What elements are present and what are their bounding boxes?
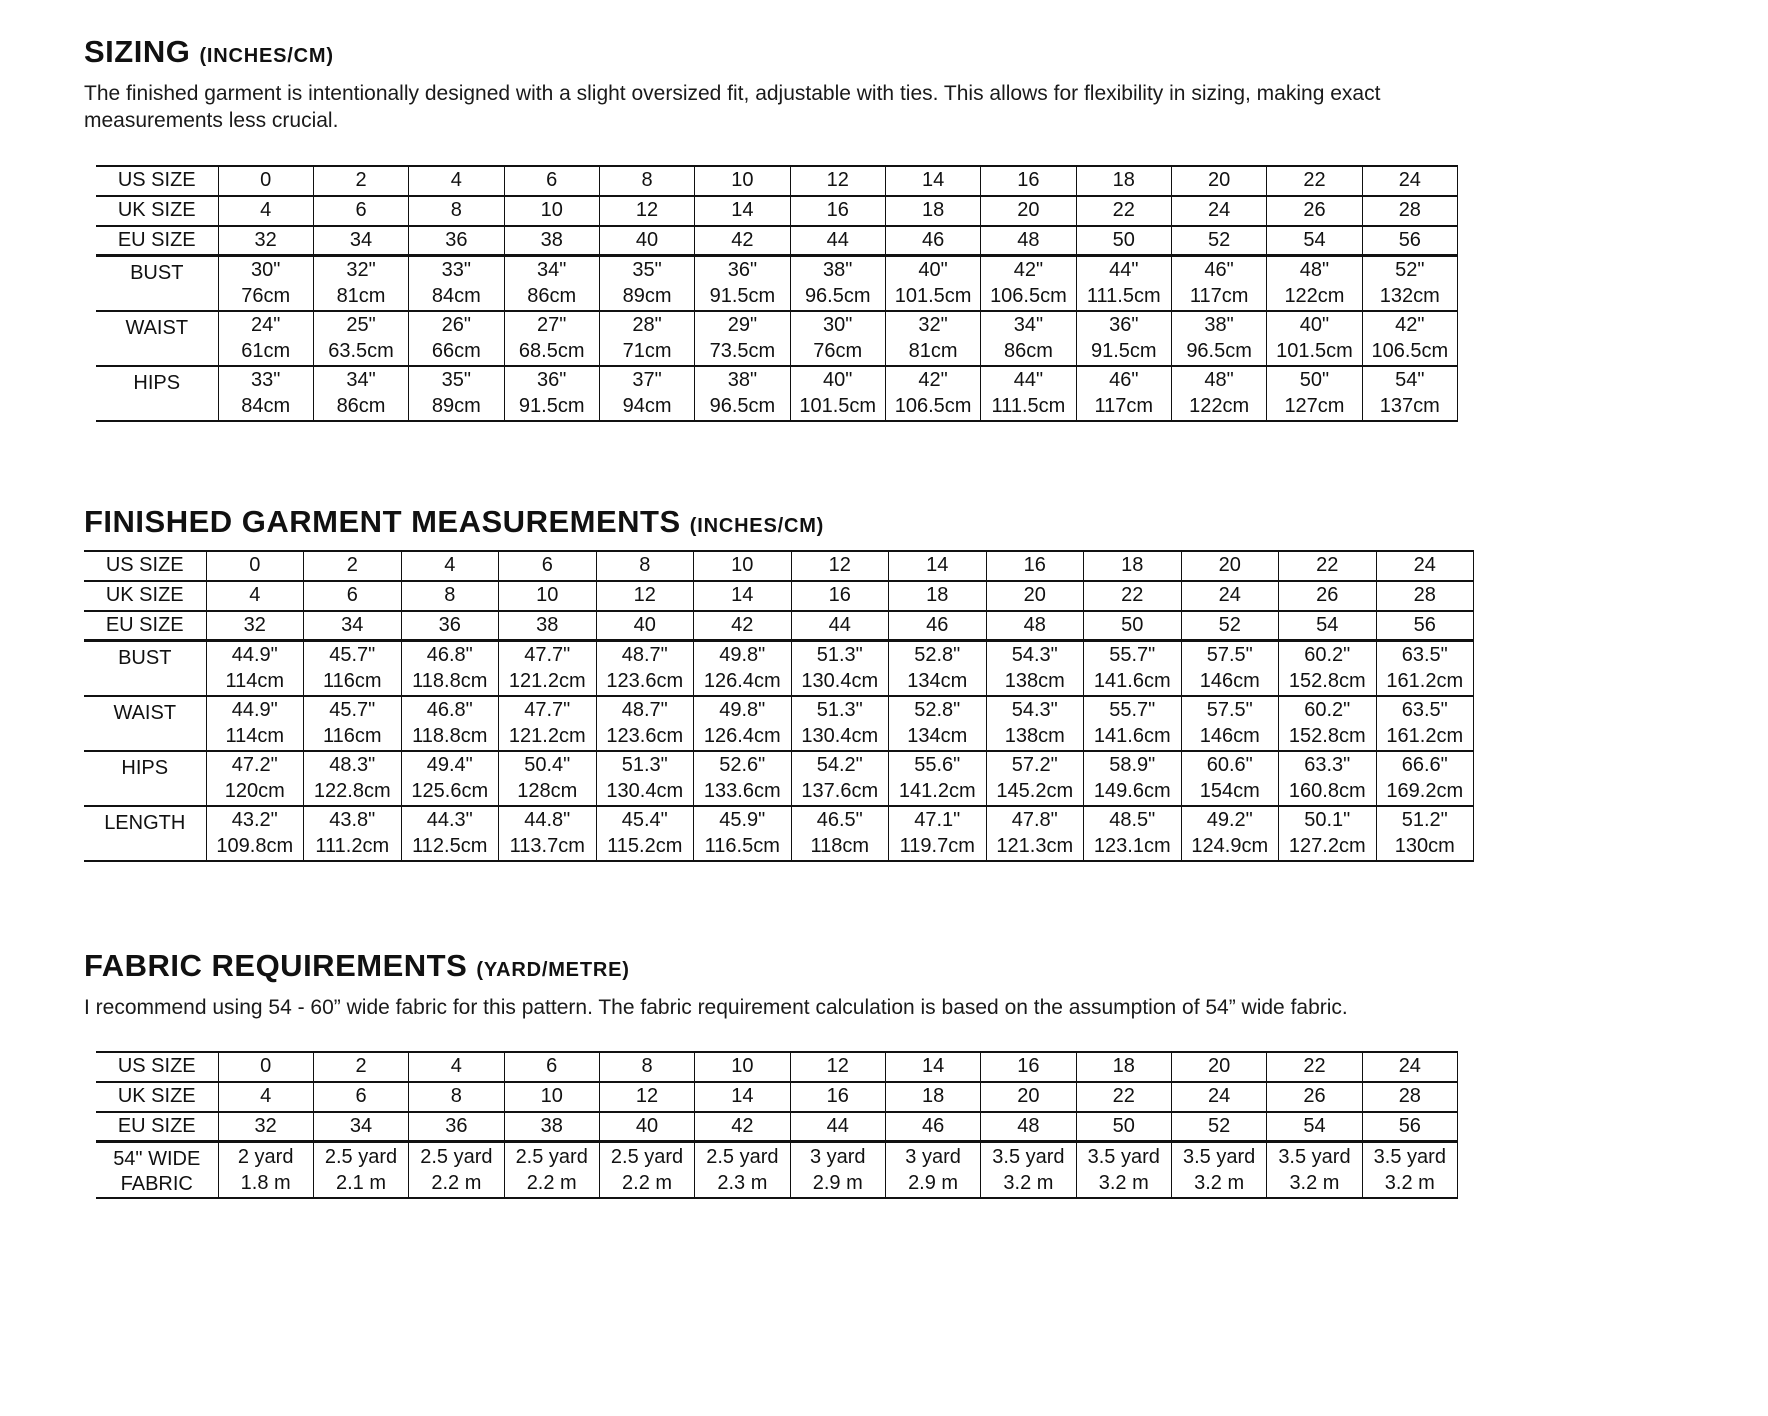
row-label: WAIST (84, 696, 206, 751)
size-cell: 50 (1076, 226, 1171, 256)
measure-cell: 49.4" 125.6cm (401, 751, 499, 806)
measure-cell: 54.3" 138cm (986, 641, 1084, 696)
size-cell: 40 (599, 226, 694, 256)
size-cell: 42 (695, 226, 790, 256)
size-row (84, 611, 1474, 641)
measure-cell: 27" 68.5cm (504, 311, 599, 366)
measure-cell: 3 yard 2.9 m (790, 1142, 885, 1199)
measure-cell: 38" 96.5cm (1171, 311, 1266, 366)
size-row (96, 1082, 1458, 1112)
size-cell: 18 (885, 1082, 980, 1112)
measure-cell: 60.2" 152.8cm (1279, 696, 1377, 751)
finished-heading-text: FINISHED GARMENT MEASUREMENTS (84, 503, 681, 539)
row-label: BUST (96, 256, 218, 311)
section-fabric-requirements (84, 948, 1688, 1200)
size-cell: 22 (1076, 196, 1171, 226)
measure-cell: 24" 61cm (218, 311, 313, 366)
size-cell: 28 (1362, 196, 1457, 226)
size-cell: 38 (504, 1112, 599, 1142)
size-cell: 8 (401, 581, 499, 611)
measure-cell: 63.3" 160.8cm (1279, 751, 1377, 806)
size-cell: 54 (1267, 1112, 1362, 1142)
size-cell: 18 (1084, 551, 1182, 581)
finished-garment-table (84, 550, 1474, 862)
size-cell: 24 (1171, 1082, 1266, 1112)
measure-cell: 30" 76cm (218, 256, 313, 311)
fabric-heading (84, 948, 1688, 984)
size-cell: 44 (790, 1112, 885, 1142)
size-cell: 4 (218, 1082, 313, 1112)
finished-heading-units: (INCHES/CM) (689, 514, 825, 537)
measure-cell: 40" 101.5cm (885, 256, 980, 311)
measure-cell: 55.7" 141.6cm (1084, 641, 1182, 696)
measure-cell: 3.5 yard 3.2 m (1076, 1142, 1171, 1199)
size-cell: 6 (499, 551, 597, 581)
size-cell: 54 (1267, 226, 1362, 256)
measure-cell: 50.4" 128cm (499, 751, 597, 806)
size-cell: 36 (409, 226, 504, 256)
measure-cell: 44.3" 112.5cm (401, 806, 499, 861)
size-cell: 6 (313, 1082, 408, 1112)
size-cell: 26 (1267, 196, 1362, 226)
measure-cell: 51.2" 130cm (1376, 806, 1474, 861)
size-cell: 24 (1181, 581, 1279, 611)
size-cell: 14 (694, 581, 792, 611)
measure-row (84, 696, 1474, 751)
size-cell: 12 (596, 581, 694, 611)
measure-cell: 35" 89cm (409, 366, 504, 421)
size-cell: 20 (1171, 1052, 1266, 1082)
spacer (84, 862, 1688, 948)
measure-cell: 34" 86cm (504, 256, 599, 311)
measure-cell: 57.5" 146cm (1181, 696, 1279, 751)
fabric-description: I recommend using 54 - 60” wide fabric for this pattern. The fabric requirement calculation is based on the assumption of 54” wide fabric. (84, 995, 1348, 1019)
measure-cell: 55.6" 141.2cm (889, 751, 987, 806)
sizing-heading (84, 34, 1688, 70)
row-label: US SIZE (84, 551, 206, 581)
size-cell: 10 (695, 166, 790, 196)
measure-cell: 3.5 yard 3.2 m (981, 1142, 1076, 1199)
measure-cell: 3.5 yard 3.2 m (1267, 1142, 1362, 1199)
measure-cell: 44" 111.5cm (981, 366, 1076, 421)
measure-row (84, 806, 1474, 861)
measure-cell: 42" 106.5cm (981, 256, 1076, 311)
size-cell: 2 (313, 166, 408, 196)
measure-cell: 45.9" 116.5cm (694, 806, 792, 861)
size-cell: 52 (1171, 226, 1266, 256)
measure-cell: 51.3" 130.4cm (791, 641, 889, 696)
measure-cell: 32" 81cm (885, 311, 980, 366)
size-cell: 18 (1076, 166, 1171, 196)
finished-heading (84, 504, 1688, 540)
size-cell: 56 (1362, 1112, 1457, 1142)
size-cell: 12 (599, 1082, 694, 1112)
size-cell: 52 (1171, 1112, 1266, 1142)
size-cell: 42 (694, 611, 792, 641)
measure-cell: 57.5" 146cm (1181, 641, 1279, 696)
measure-cell: 44" 111.5cm (1076, 256, 1171, 311)
measure-cell: 52.8" 134cm (889, 641, 987, 696)
measure-cell: 36" 91.5cm (1076, 311, 1171, 366)
size-cell: 0 (206, 551, 304, 581)
size-cell: 22 (1267, 166, 1362, 196)
size-cell: 56 (1362, 226, 1457, 256)
size-cell: 2 (313, 1052, 408, 1082)
size-cell: 8 (409, 1082, 504, 1112)
measure-cell: 47.8" 121.3cm (986, 806, 1084, 861)
measure-cell: 43.2" 109.8cm (206, 806, 304, 861)
measure-row (96, 366, 1458, 421)
size-cell: 46 (889, 611, 987, 641)
measure-cell: 49.2" 124.9cm (1181, 806, 1279, 861)
measure-cell: 2.5 yard 2.3 m (695, 1142, 790, 1199)
measure-cell: 52.6" 133.6cm (694, 751, 792, 806)
fabric-requirements-table (96, 1051, 1458, 1200)
measure-cell: 3.5 yard 3.2 m (1171, 1142, 1266, 1199)
size-cell: 18 (1076, 1052, 1171, 1082)
measure-cell: 45.4" 115.2cm (596, 806, 694, 861)
size-cell: 4 (206, 581, 304, 611)
size-cell: 46 (885, 226, 980, 256)
row-label: EU SIZE (96, 1112, 218, 1142)
measure-row (96, 256, 1458, 311)
measure-cell: 2.5 yard 2.2 m (504, 1142, 599, 1199)
row-label: US SIZE (96, 1052, 218, 1082)
section-finished-garment (84, 504, 1688, 862)
measure-cell: 42" 106.5cm (885, 366, 980, 421)
measure-cell: 2.5 yard 2.2 m (409, 1142, 504, 1199)
row-label: WAIST (96, 311, 218, 366)
measure-cell: 3.5 yard 3.2 m (1362, 1142, 1457, 1199)
size-cell: 14 (695, 196, 790, 226)
size-cell: 24 (1376, 551, 1474, 581)
measure-cell: 3 yard 2.9 m (885, 1142, 980, 1199)
row-label: EU SIZE (84, 611, 206, 641)
size-cell: 40 (596, 611, 694, 641)
measure-cell: 33" 84cm (409, 256, 504, 311)
measure-cell: 2.5 yard 2.1 m (313, 1142, 408, 1199)
size-cell: 36 (409, 1112, 504, 1142)
size-cell: 18 (885, 196, 980, 226)
measure-cell: 52" 132cm (1362, 256, 1457, 311)
measure-cell: 38" 96.5cm (695, 366, 790, 421)
size-row (84, 551, 1474, 581)
size-cell: 0 (218, 166, 313, 196)
measure-cell: 30" 76cm (790, 311, 885, 366)
row-label: BUST (84, 641, 206, 696)
measure-cell: 46" 117cm (1076, 366, 1171, 421)
size-cell: 26 (1279, 581, 1377, 611)
measure-cell: 44.9" 114cm (206, 641, 304, 696)
measure-cell: 45.7" 116cm (304, 696, 402, 751)
size-cell: 4 (218, 196, 313, 226)
size-cell: 20 (1171, 166, 1266, 196)
size-cell: 20 (1181, 551, 1279, 581)
size-cell: 48 (981, 226, 1076, 256)
measure-cell: 42" 106.5cm (1362, 311, 1457, 366)
size-cell: 20 (986, 581, 1084, 611)
measure-cell: 32" 81cm (313, 256, 408, 311)
row-label: US SIZE (96, 166, 218, 196)
size-cell: 22 (1084, 581, 1182, 611)
size-cell: 8 (599, 166, 694, 196)
measure-row (96, 311, 1458, 366)
size-cell: 32 (218, 1112, 313, 1142)
measure-cell: 37" 94cm (599, 366, 694, 421)
size-cell: 12 (791, 551, 889, 581)
measure-cell: 57.2" 145.2cm (986, 751, 1084, 806)
measure-cell: 54" 137cm (1362, 366, 1457, 421)
size-cell: 54 (1279, 611, 1377, 641)
size-cell: 6 (504, 166, 599, 196)
size-cell: 34 (313, 1112, 408, 1142)
row-label: LENGTH (84, 806, 206, 861)
size-row (96, 226, 1458, 256)
size-cell: 56 (1376, 611, 1474, 641)
size-row (96, 1112, 1458, 1142)
size-cell: 10 (695, 1052, 790, 1082)
sizing-description: The finished garment is intentionally designed with a slight oversized fit, adjustable with ties. This allows for flexibility in sizing, making exact measurements less crucial. (84, 82, 1381, 133)
measure-cell: 25" 63.5cm (313, 311, 408, 366)
measure-row (84, 641, 1474, 696)
spacer (84, 422, 1688, 504)
size-cell: 2 (304, 551, 402, 581)
size-cell: 4 (409, 166, 504, 196)
size-cell: 0 (218, 1052, 313, 1082)
size-cell: 14 (885, 1052, 980, 1082)
measure-cell: 33" 84cm (218, 366, 313, 421)
size-cell: 16 (981, 1052, 1076, 1082)
measure-cell: 29" 73.5cm (695, 311, 790, 366)
size-cell: 24 (1171, 196, 1266, 226)
size-cell: 6 (504, 1052, 599, 1082)
size-row (96, 166, 1458, 196)
measure-cell: 28" 71cm (599, 311, 694, 366)
size-cell: 8 (599, 1052, 694, 1082)
size-cell: 48 (986, 611, 1084, 641)
measure-cell: 48" 122cm (1171, 366, 1266, 421)
size-cell: 16 (790, 1082, 885, 1112)
size-cell: 12 (599, 196, 694, 226)
size-cell: 10 (504, 196, 599, 226)
size-cell: 50 (1084, 611, 1182, 641)
measure-cell: 34" 86cm (313, 366, 408, 421)
measure-cell: 54.3" 138cm (986, 696, 1084, 751)
sizing-heading-text: SIZING (84, 34, 191, 69)
measure-cell: 47.7" 121.2cm (499, 696, 597, 751)
sizing-table (96, 165, 1458, 422)
measure-cell: 58.9" 149.6cm (1084, 751, 1182, 806)
measure-cell: 36" 91.5cm (695, 256, 790, 311)
measure-cell: 40" 101.5cm (790, 366, 885, 421)
measure-cell: 47.7" 121.2cm (499, 641, 597, 696)
size-cell: 14 (885, 166, 980, 196)
size-row (96, 196, 1458, 226)
size-cell: 24 (1362, 166, 1457, 196)
measure-cell: 48.5" 123.1cm (1084, 806, 1182, 861)
size-cell: 48 (981, 1112, 1076, 1142)
size-cell: 8 (596, 551, 694, 581)
size-cell: 20 (981, 196, 1076, 226)
measure-row (84, 751, 1474, 806)
fabric-heading-units: (YARD/METRE) (476, 958, 630, 981)
size-row (84, 581, 1474, 611)
measure-cell: 2.5 yard 2.2 m (599, 1142, 694, 1199)
measure-cell: 48.7" 123.6cm (596, 641, 694, 696)
size-cell: 22 (1279, 551, 1377, 581)
size-row (96, 1052, 1458, 1082)
measure-cell: 38" 96.5cm (790, 256, 885, 311)
measure-cell: 50.1" 127.2cm (1279, 806, 1377, 861)
measure-cell: 46.5" 118cm (791, 806, 889, 861)
size-cell: 42 (695, 1112, 790, 1142)
measure-cell: 47.2" 120cm (206, 751, 304, 806)
measure-cell: 60.6" 154cm (1181, 751, 1279, 806)
size-cell: 16 (791, 581, 889, 611)
size-cell: 44 (790, 226, 885, 256)
size-cell: 46 (885, 1112, 980, 1142)
measure-cell: 48.7" 123.6cm (596, 696, 694, 751)
size-cell: 6 (313, 196, 408, 226)
measure-cell: 44.9" 114cm (206, 696, 304, 751)
size-cell: 16 (790, 196, 885, 226)
size-cell: 34 (304, 611, 402, 641)
measure-cell: 44.8" 113.7cm (499, 806, 597, 861)
size-cell: 18 (889, 581, 987, 611)
size-cell: 20 (981, 1082, 1076, 1112)
row-label: UK SIZE (96, 196, 218, 226)
size-cell: 10 (504, 1082, 599, 1112)
size-cell: 16 (981, 166, 1076, 196)
row-label: HIPS (96, 366, 218, 421)
measure-cell: 52.8" 134cm (889, 696, 987, 751)
size-cell: 34 (313, 226, 408, 256)
measure-cell: 49.8" 126.4cm (694, 641, 792, 696)
measure-cell: 47.1" 119.7cm (889, 806, 987, 861)
size-cell: 14 (889, 551, 987, 581)
measure-cell: 48" 122cm (1267, 256, 1362, 311)
size-cell: 10 (694, 551, 792, 581)
size-cell: 12 (790, 166, 885, 196)
measure-cell: 63.5" 161.2cm (1376, 696, 1474, 751)
measure-cell: 46.8" 118.8cm (401, 641, 499, 696)
size-cell: 28 (1362, 1082, 1457, 1112)
measure-cell: 49.8" 126.4cm (694, 696, 792, 751)
measure-cell: 48.3" 122.8cm (304, 751, 402, 806)
size-cell: 10 (499, 581, 597, 611)
row-label: UK SIZE (84, 581, 206, 611)
row-label: EU SIZE (96, 226, 218, 256)
size-cell: 4 (409, 1052, 504, 1082)
size-cell: 32 (218, 226, 313, 256)
size-cell: 40 (599, 1112, 694, 1142)
measure-cell: 2 yard 1.8 m (218, 1142, 313, 1199)
measure-cell: 40" 101.5cm (1267, 311, 1362, 366)
measure-cell: 51.3" 130.4cm (791, 696, 889, 751)
size-cell: 22 (1076, 1082, 1171, 1112)
fabric-heading-text: FABRIC REQUIREMENTS (84, 947, 468, 983)
size-cell: 26 (1267, 1082, 1362, 1112)
size-cell: 24 (1362, 1052, 1457, 1082)
size-cell: 22 (1267, 1052, 1362, 1082)
size-cell: 38 (499, 611, 597, 641)
size-cell: 38 (504, 226, 599, 256)
section-sizing (84, 34, 1688, 422)
measure-cell: 36" 91.5cm (504, 366, 599, 421)
measure-cell: 60.2" 152.8cm (1279, 641, 1377, 696)
row-label: 54" WIDE FABRIC (96, 1142, 218, 1199)
measure-cell: 45.7" 116cm (304, 641, 402, 696)
row-label: UK SIZE (96, 1082, 218, 1112)
size-cell: 16 (986, 551, 1084, 581)
size-cell: 6 (304, 581, 402, 611)
size-cell: 36 (401, 611, 499, 641)
measure-cell: 51.3" 130.4cm (596, 751, 694, 806)
measure-cell: 50" 127cm (1267, 366, 1362, 421)
size-cell: 52 (1181, 611, 1279, 641)
size-cell: 8 (409, 196, 504, 226)
measure-cell: 54.2" 137.6cm (791, 751, 889, 806)
size-cell: 4 (401, 551, 499, 581)
row-label: HIPS (84, 751, 206, 806)
measure-cell: 35" 89cm (599, 256, 694, 311)
sizing-heading-units: (INCHES/CM) (199, 45, 334, 67)
measure-cell: 63.5" 161.2cm (1376, 641, 1474, 696)
measure-cell: 66.6" 169.2cm (1376, 751, 1474, 806)
measure-cell: 34" 86cm (981, 311, 1076, 366)
measure-cell: 43.8" 111.2cm (304, 806, 402, 861)
measure-cell: 46" 117cm (1171, 256, 1266, 311)
size-cell: 28 (1376, 581, 1474, 611)
size-cell: 14 (695, 1082, 790, 1112)
size-cell: 44 (791, 611, 889, 641)
size-cell: 12 (790, 1052, 885, 1082)
measure-cell: 26" 66cm (409, 311, 504, 366)
size-cell: 32 (206, 611, 304, 641)
size-cell: 50 (1076, 1112, 1171, 1142)
measure-cell: 46.8" 118.8cm (401, 696, 499, 751)
measure-row (96, 1142, 1458, 1199)
measure-cell: 55.7" 141.6cm (1084, 696, 1182, 751)
